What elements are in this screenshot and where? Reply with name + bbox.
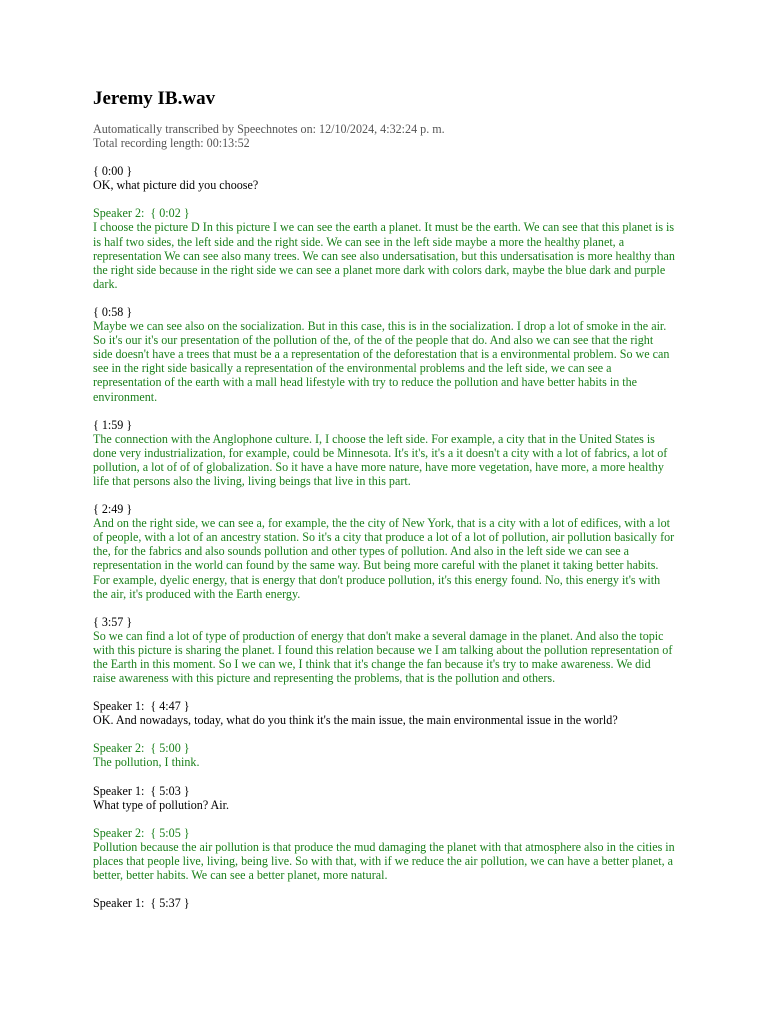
transcript-segment — [93, 206, 675, 291]
segment-speaker-timestamp: Speaker 1: { 5:03 } — [93, 783, 190, 798]
segment-speaker-timestamp: Speaker 2: { 5:00 } — [93, 741, 190, 756]
segment-speaker-timestamp: Speaker 1: { 4:47 } — [93, 699, 190, 714]
segment-text: I choose the picture D In this picture I we can see the earth a planet. It must be the earth. We can see that this planet is is is half two sides, the left side and the right side. We can see in the left side maybe a more the healthy planet, a representation We can see also many trees. We can see also undersatisation, but this undersatisation is more healthy than the right side because in the right side we can see a planet more dark with colors dark, maybe the blue dark and purple dark. — [93, 220, 675, 291]
transcript-segment — [93, 896, 675, 910]
segment-text: Pollution because the air pollution is that produce the mud damaging the planet with that atmosphere also in the cities in places that people live, living, being live. So with that, with if we reduce the air pollution, we can have a better planet, a better, better habits. We can see a better planet, more natural. — [93, 839, 675, 883]
segment-speaker-timestamp: Speaker 1: { 5:37 } — [93, 896, 190, 911]
document-title: Jeremy IB.wav — [93, 88, 216, 109]
transcript-metadata — [93, 122, 675, 150]
transcript-segment — [93, 418, 675, 488]
segment-text: So we can find a lot of type of production of energy that don't make a several damage in the planet. And also the topic with this picture is sharing the planet. I found this relation because we I am talking about the pollution representation of the Earth in this moment. So I we can we, I think that it's change the fan because it's try to make awareness. We did raise awareness with this picture and representing the problems, that is the pollution and others. — [93, 628, 673, 686]
segment-timestamp: { 1:59 } — [93, 417, 133, 432]
transcript-segment — [93, 741, 675, 769]
transcript-segment — [93, 784, 675, 812]
transcript-segment — [93, 502, 675, 601]
segment-text: What type of pollution? Air. — [93, 797, 230, 812]
segment-text: OK, what picture did you choose? — [93, 178, 259, 193]
transcription-info: Automatically transcribed by Speechnotes on: 12/10/2024, 4:32:24 p. m. — [93, 122, 445, 136]
recording-length: Total recording length: 00:13:52 — [93, 136, 250, 151]
transcript-segment — [93, 615, 675, 685]
transcript-segment — [93, 305, 675, 404]
segment-timestamp: { 0:58 } — [93, 304, 133, 319]
segment-speaker-timestamp: Speaker 2: { 5:05 } — [93, 825, 190, 840]
transcript-segment — [93, 699, 675, 727]
segment-timestamp: { 0:00 } — [93, 164, 133, 179]
segment-timestamp: { 2:49 } — [93, 502, 133, 517]
segment-text: And on the right side, we can see a, for example, the the city of New York, that is a city with a lot of edifices, with a lot of people, with a lot of an ancestry station. So it's a city that produce a lot of a lot of pollution, air pollution basically for the, for the fabrics and also sounds pollution and other types of pollution. And also in the left side we can see a representation in the world can found by the same way. But being more careful with the planet it taking better habits. For example, dyelic energy, that is energy that don't produce pollution, it's this energy found. No, this energy it's with the air, it's produced with the Earth energy. — [93, 516, 675, 601]
segment-timestamp: { 3:57 } — [93, 614, 133, 629]
segment-text: OK. And nowadays, today, what do you think it's the main issue, the main environmental issue in the world? — [93, 713, 618, 728]
transcript-page — [93, 88, 675, 924]
segment-text: The connection with the Anglophone culture. I, I choose the left side. For example, a city that in the United States is done very industrialization, for example, could be Minnesota. It's it's, it's a it doesn't a city with a lot of fabrics, a lot of pollution, a lot of of of globalization. So it have a have more nature, have more vegetation, have more, a more healthy life that persons also the living, living beings that live in this part. — [93, 431, 668, 488]
transcript-segment — [93, 164, 675, 192]
segment-text: Maybe we can see also on the socialization. But in this case, this is in the socialization. I drop a lot of smoke in the air. So it's our it's our presentation of the pollution of the, of the of the people that do. And also we can see that the right side doesn't have a trees that must be a a representation of the deforestation that is a environmental problem. So we can see in the right side basically a representation of the environmental problems and the left side, we can see a representation of the earth with a mall head lifestyle with try to reduce the pollution and have better habits in the environment. — [93, 319, 670, 404]
segment-text: The pollution, I think. — [93, 755, 200, 770]
transcript-segment — [93, 826, 675, 882]
segment-speaker-timestamp: Speaker 2: { 0:02 } — [93, 206, 190, 221]
